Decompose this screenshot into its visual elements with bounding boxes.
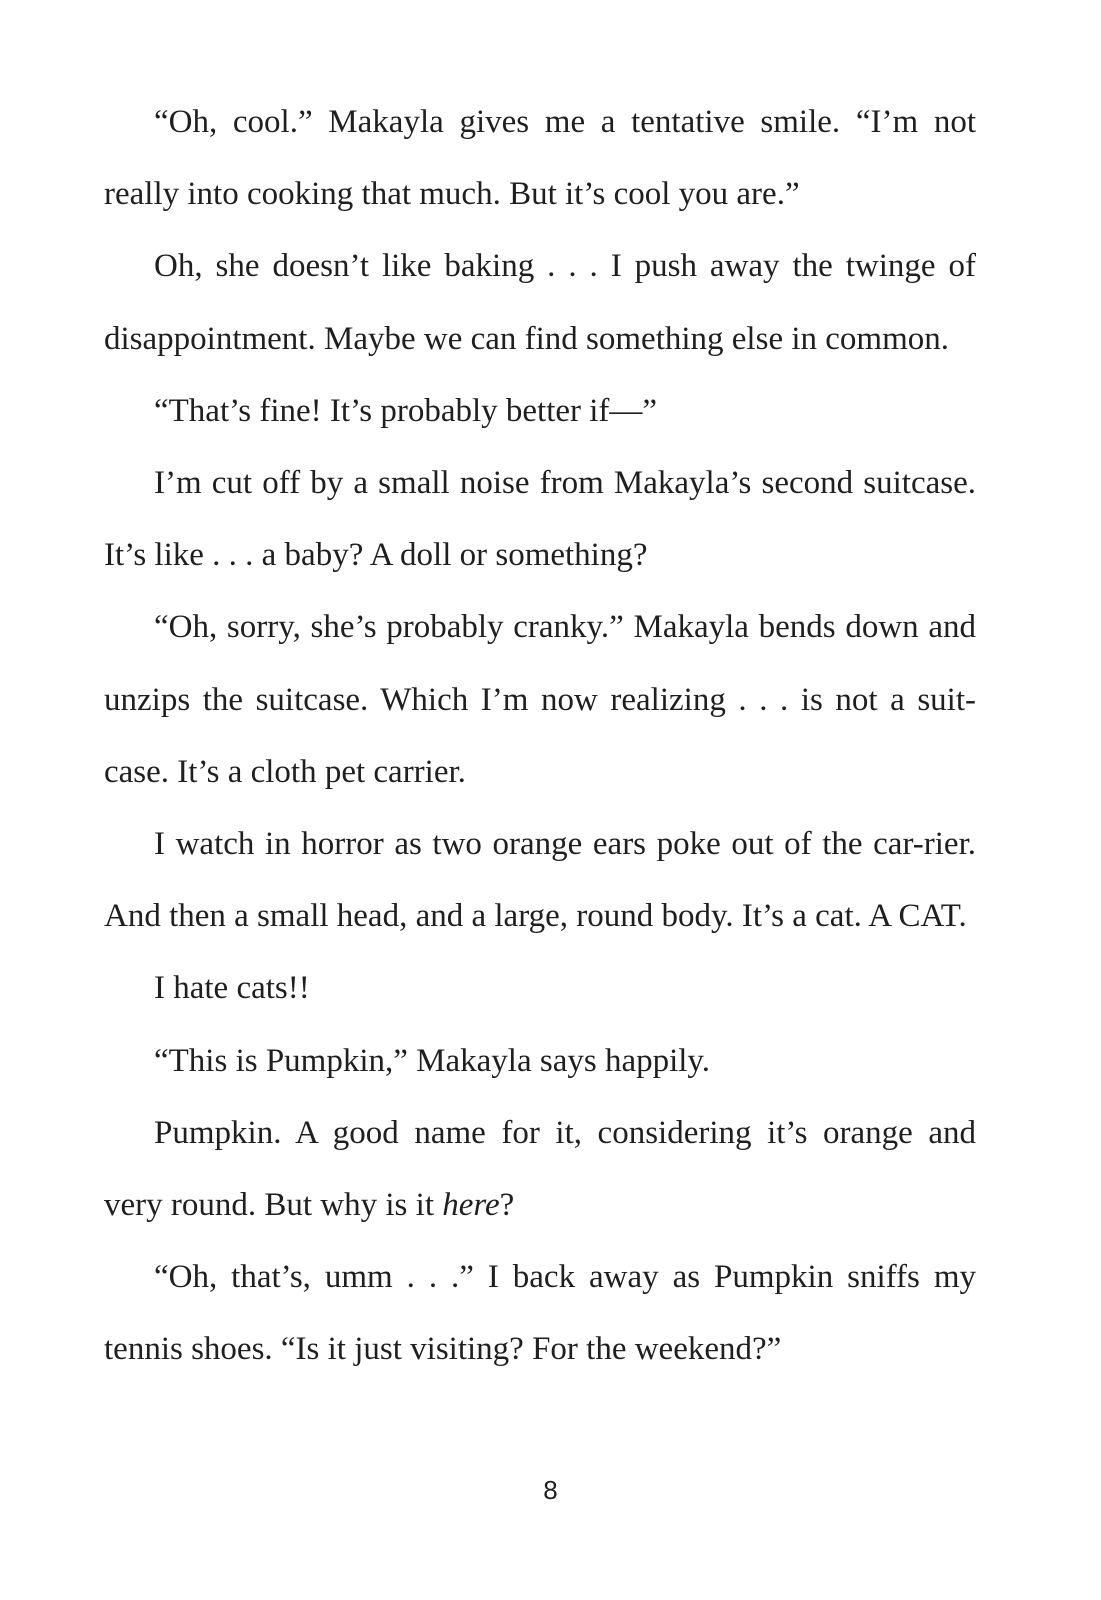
paragraph-10: “Oh, that’s, umm . . .” I back away as Pumpkin sniffs my tennis shoes. “Is it just visiting? For the weekend?” [104, 1259, 976, 1368]
page-number: 8 [543, 1475, 558, 1505]
body-text [104, 86, 976, 1386]
paragraph-2: Oh, she doesn’t like baking . . . I push away the twinge of disappointment. Maybe we can find something else in common. [104, 248, 976, 357]
paragraph-9 [104, 1097, 976, 1241]
paragraph-3: “That’s fine! It’s probably better if—” [154, 392, 658, 429]
paragraph-9-text-before: Pumpkin. A good name for it, considering it’s orange and very round. But why is it [104, 1114, 976, 1224]
paragraph-5: “Oh, sorry, she’s probably cranky.” Makayla bends down and unzips the suitcase. Which I’m now realizing . . . is not a suit-case. It’s a cloth pet carrier. [104, 609, 976, 790]
paragraph-4: I’m cut off by a small noise from Makayla’s second suitcase. It’s like . . . a baby? A doll or something? [104, 465, 976, 574]
paragraph-6: I watch in horror as two orange ears poke out of the car-rier. And then a small head, and a large, round body. It’s a cat. A CAT. [104, 826, 976, 935]
paragraph-9-text-after: ? [499, 1187, 515, 1224]
paragraph-1: “Oh, cool.” Makayla gives me a tentative smile. “I’m not really into cooking that much. But it’s cool you are.” [104, 104, 976, 213]
paragraph-8: “This is Pumpkin,” Makayla says happily. [154, 1042, 711, 1079]
paragraph-9-emphasis: here [442, 1187, 500, 1224]
paragraph-7: I hate cats!! [154, 970, 310, 1007]
